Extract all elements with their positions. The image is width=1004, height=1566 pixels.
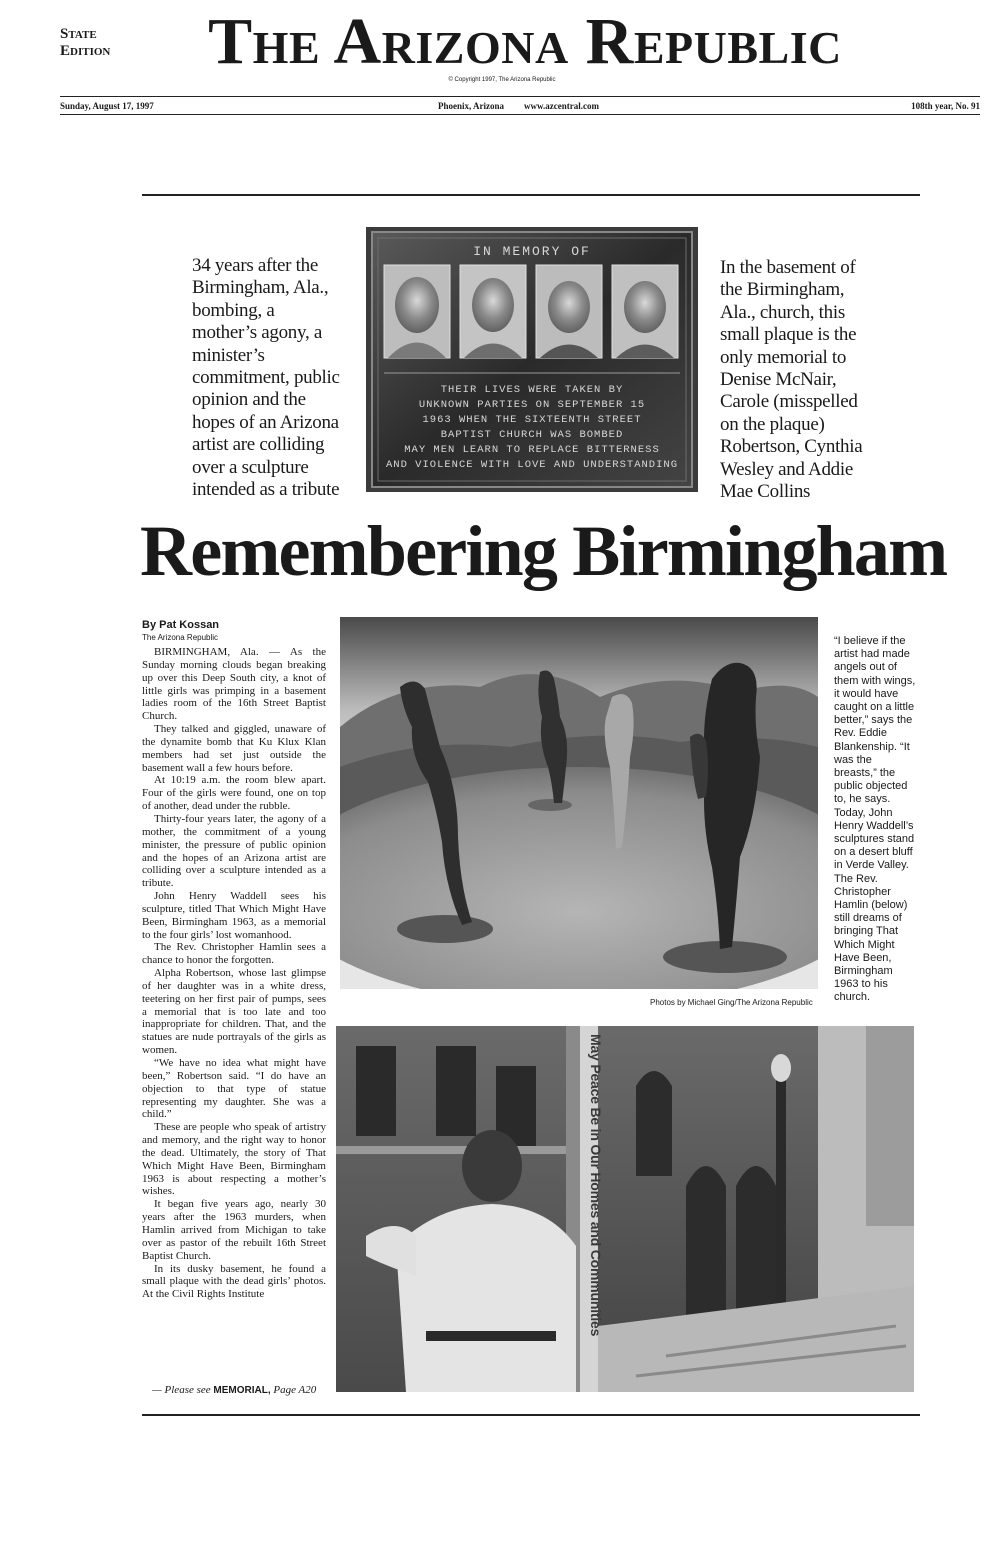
side-caption-line: Which Might xyxy=(834,938,895,951)
side-caption-line: to, he says. xyxy=(834,793,891,806)
article-paragraph: At 10:19 a.m. the room blew apart. Four of the girls were found, one on top of another, dead under the rubble. xyxy=(142,774,326,813)
side-caption-line: Birmingham xyxy=(834,965,893,978)
deck-right-line: Mae Collins xyxy=(720,481,811,503)
deck-right xyxy=(720,257,900,503)
website-link[interactable]: www.azcentral.com xyxy=(524,101,599,111)
side-caption-line: The Rev. xyxy=(834,872,878,885)
jump-keyword: MEMORIAL, xyxy=(213,1385,271,1396)
article-paragraph: Thirty-four years later, the agony of a mother, the commitment of a young minister, the pressure of public opinion and the hopes of an Arizona artist are colliding over a sculpture intended as a tribute. xyxy=(142,812,326,890)
sculpture-illustration xyxy=(340,617,818,989)
plaque-inscription-line: UNKNOWN PARTIES ON SEPTEMBER 15 xyxy=(418,399,646,411)
article-paragraph: These are people who speak of artistry and memory, and the right way to honor the dead. Ultimately, the story of That Which Might Have Been, Birmingham 1963 is about respecting a mother’s wishes. xyxy=(142,1121,326,1198)
article-paragraph: They talked and giggled, unaware of the dynamite bomb that Ku Klux Klan members had set just outside the basement wall a few hours before. xyxy=(142,723,326,774)
deck-right-line: on the plaque) xyxy=(720,413,825,435)
deck-left xyxy=(192,255,362,501)
deck-left-line: opinion and the xyxy=(192,389,306,411)
plaque-inscription-line: MAY MEN LEARN TO REPLACE BITTERNESS xyxy=(404,444,660,456)
side-caption-line: was the xyxy=(834,753,872,766)
side-caption-line: artist had made xyxy=(834,648,910,661)
copyright-line: © Copyright 1997, The Arizona Republic xyxy=(448,77,556,83)
article-paragraph: The Rev. Christopher Hamlin sees a chance to honor the forgotten. xyxy=(142,941,326,967)
plaque-inscription-line: AND VIOLENCE WITH LOVE AND UNDERSTANDING xyxy=(385,459,679,471)
side-caption-line: Have Been, xyxy=(834,951,892,964)
masthead-rule-top xyxy=(60,96,980,97)
article-paragraph: It began five years ago, nearly 30 years after the 1963 murders, when Hamlin arrived from Michigan to take over as pastor of the rebuilt 16th Street Baptist Church. xyxy=(142,1198,326,1262)
article-paragraph: “We have no idea what might have been,” Robertson said. “I do have an objection to that type of statue representing my daughter. She was a child.” xyxy=(142,1057,326,1121)
edition-label xyxy=(60,26,110,60)
side-caption-line: Henry Waddell’s xyxy=(834,819,914,832)
issue-date: Sunday, August 17, 1997 xyxy=(60,101,154,111)
side-caption-line: church. xyxy=(834,991,871,1004)
plaque-header: IN MEMORY OF xyxy=(473,244,591,259)
portrait-2 xyxy=(460,265,526,358)
side-caption-line: “I believe if the xyxy=(834,635,906,647)
article-paragraph: Alpha Robertson, whose last glimpse of her daughter was in a white dress, teetering on her first pair of pumps, sees a memorial that is too late and too inappropriate for children. That, and the statues are nude portrayals of the girls as women. xyxy=(142,967,326,1057)
deck-right-line: small plaque is the xyxy=(720,324,857,346)
deck-right-line: Robertson, Cynthia xyxy=(720,436,863,458)
article-paragraph: John Henry Waddell sees his sculpture, titled That Which Might Have Been, Birmingham 1963, as a memorial to the four girls’ lost womanhood. xyxy=(142,890,326,941)
jump-page: Page A20 xyxy=(273,1384,317,1396)
plaque-inscription-line: 1963 WHEN THE SIXTEENTH STREET xyxy=(422,414,642,426)
issue-volume: 108th year, No. 91 xyxy=(911,101,980,111)
church-photo xyxy=(336,1026,914,1392)
jump-prefix: — Please see xyxy=(152,1384,211,1396)
deck-left-line: minister’s xyxy=(192,344,265,366)
issue-city: Phoenix, Arizona xyxy=(438,101,505,111)
article-paragraph: BIRMINGHAM, Ala. — As the Sunday morning clouds began breaking up over this Deep South city, a knot of little girls was primping in a basement ladies room of the 16th Street Baptist Church. xyxy=(142,646,326,723)
deck-right-line: only memorial to xyxy=(720,346,847,368)
article-paragraph: In its dusky basement, he found a small plaque with the dead girls’ photos. At the Civil Rights Institute xyxy=(142,1262,326,1301)
edition-line-1: State xyxy=(60,26,97,42)
masthead-rule-bottom xyxy=(60,114,980,115)
photo-credit: Photos by Michael Ging/The Arizona Republic xyxy=(650,998,813,1007)
deck-left-line: hopes of an Arizona xyxy=(192,411,339,433)
side-caption-line: in Verde Valley. xyxy=(834,859,909,872)
jump-line[interactable] xyxy=(152,1384,316,1396)
byline-source: The Arizona Republic xyxy=(142,633,219,642)
side-caption-line: it would have xyxy=(834,687,899,700)
plaque-photo xyxy=(366,227,698,492)
side-caption-line: Hamlin (below) xyxy=(834,899,908,912)
portrait-1 xyxy=(384,265,450,358)
deck-left-line: mother’s agony, a xyxy=(192,322,322,344)
side-caption-line: bringing That xyxy=(834,925,899,938)
portrait-3 xyxy=(536,265,602,358)
sculpture-photo xyxy=(340,617,818,989)
headline: Remembering Birmingham xyxy=(140,511,947,591)
deck-left-line: 34 years after the xyxy=(192,255,318,276)
deck-right-line: Ala., church, this xyxy=(720,301,845,323)
edition-line-2: Edition xyxy=(60,43,111,59)
deck-right-line: Denise McNair, xyxy=(720,369,837,391)
side-caption-line: caught on a little xyxy=(834,701,915,714)
side-caption-line: breasts,” the xyxy=(834,767,896,780)
side-caption-line: Today, John xyxy=(834,806,893,819)
church-illustration xyxy=(336,1026,914,1392)
deck-left-line: artist are colliding xyxy=(192,434,325,456)
pedestal-left xyxy=(397,915,493,943)
plaque-inscription-line: THEIR LIVES WERE TAKEN BY xyxy=(440,384,624,396)
banner-text: May Peace Be in Our Homes and Communities xyxy=(588,1034,604,1337)
deck-left-line: commitment, public xyxy=(192,367,340,389)
side-caption-line: public objected xyxy=(834,780,908,793)
side-caption-line: still dreams of xyxy=(834,912,902,925)
side-caption-line: them with wings, xyxy=(834,674,916,687)
deck-left-line: bombing, a xyxy=(192,299,275,321)
lamp-post xyxy=(776,1066,786,1326)
article-body xyxy=(142,646,326,1301)
side-caption-line: angels out of xyxy=(834,661,897,674)
deck-left-line: intended as a tribute xyxy=(192,479,340,501)
side-caption-line: Blankenship. “It xyxy=(834,740,910,753)
plaque-inscription-line: BAPTIST CHURCH WAS BOMBED xyxy=(440,429,624,441)
deck-right-line: Carole (misspelled xyxy=(720,391,858,413)
side-caption-line: Rev. Eddie xyxy=(834,727,887,740)
deck-left-line: Birmingham, Ala., xyxy=(192,277,329,299)
deck-right-line: Wesley and Addie xyxy=(720,458,853,480)
side-caption-line: sculptures stand xyxy=(834,833,915,846)
side-caption-line: 1963 to his xyxy=(834,978,888,991)
deck-right-line: In the basement of xyxy=(720,257,856,278)
plaque-inscription xyxy=(366,383,698,473)
deck-left-line: over a sculpture xyxy=(192,456,309,478)
portrait-4 xyxy=(612,265,678,358)
newspaper-title: The Arizona Republic xyxy=(208,5,842,78)
deck-right-line: the Birmingham, xyxy=(720,279,845,301)
section-top-rule xyxy=(142,194,920,196)
side-caption xyxy=(834,635,922,1005)
byline: By Pat Kossan xyxy=(142,619,220,631)
side-caption-line: on a desert bluff xyxy=(834,846,913,859)
side-caption-line: better,” says the xyxy=(834,714,913,727)
side-caption-line: Christopher xyxy=(834,885,891,898)
section-bottom-rule xyxy=(142,1414,920,1416)
